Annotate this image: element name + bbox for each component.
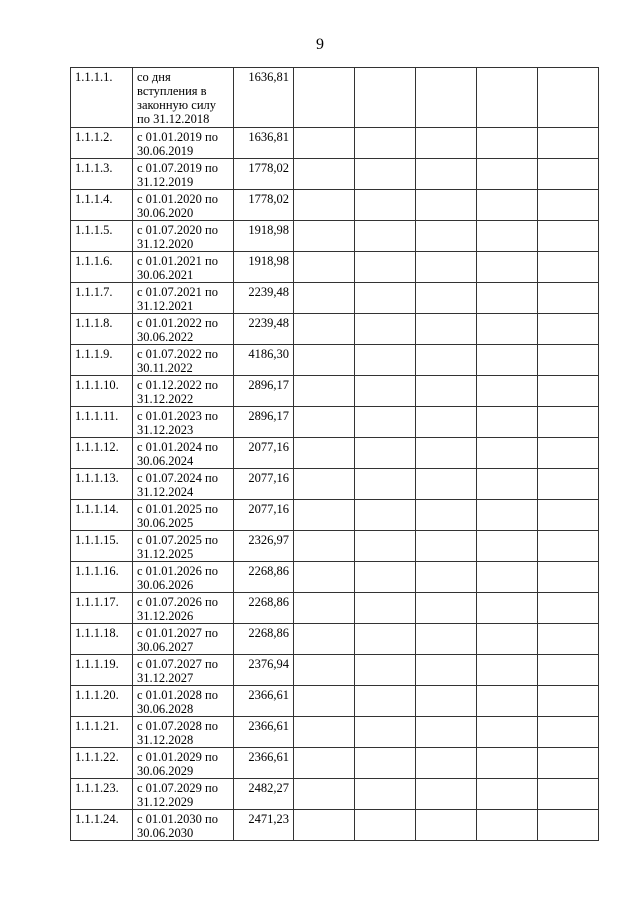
empty-cell [355,345,416,376]
empty-cell [294,779,355,810]
row-number-cell: 1.1.1.6. [71,252,133,283]
empty-cell [355,283,416,314]
empty-cell [538,128,599,159]
empty-cell [416,407,477,438]
table-row [71,314,599,345]
empty-cell [416,624,477,655]
value-cell: 1636,81 [234,68,294,128]
empty-cell [294,717,355,748]
value-cell: 2077,16 [234,500,294,531]
value-cell: 2239,48 [234,283,294,314]
empty-cell [538,407,599,438]
empty-cell [477,376,538,407]
empty-cell [355,686,416,717]
empty-cell [477,562,538,593]
empty-cell [416,686,477,717]
empty-cell [294,407,355,438]
value-cell: 2268,86 [234,562,294,593]
empty-cell [416,593,477,624]
empty-cell [538,345,599,376]
empty-cell [416,810,477,841]
row-number-cell: 1.1.1.21. [71,717,133,748]
empty-cell [538,810,599,841]
value-cell: 1918,98 [234,252,294,283]
empty-cell [477,283,538,314]
empty-cell [477,500,538,531]
table-row [71,531,599,562]
empty-cell [477,779,538,810]
empty-cell [477,438,538,469]
period-cell: с 01.01.2024 по 30.06.2024 [133,438,234,469]
value-cell: 4186,30 [234,345,294,376]
empty-cell [294,438,355,469]
empty-cell [355,407,416,438]
table-row [71,562,599,593]
empty-cell [538,221,599,252]
value-cell: 1636,81 [234,128,294,159]
page-number: 9 [316,36,324,53]
empty-cell [294,500,355,531]
empty-cell [416,190,477,221]
period-cell: с 01.01.2026 по 30.06.2026 [133,562,234,593]
empty-cell [355,593,416,624]
empty-cell [416,748,477,779]
row-number-cell: 1.1.1.15. [71,531,133,562]
empty-cell [416,159,477,190]
value-cell: 2239,48 [234,314,294,345]
table-row [71,500,599,531]
empty-cell [355,779,416,810]
empty-cell [355,221,416,252]
row-number-cell: 1.1.1.16. [71,562,133,593]
empty-cell [355,655,416,686]
empty-cell [538,283,599,314]
empty-cell [355,376,416,407]
table-row [71,686,599,717]
period-cell: с 01.12.2022 по 31.12.2022 [133,376,234,407]
row-number-cell: 1.1.1.8. [71,314,133,345]
empty-cell [416,252,477,283]
empty-cell [538,500,599,531]
table-row [71,717,599,748]
empty-cell [538,593,599,624]
empty-cell [538,779,599,810]
period-cell: с 01.01.2027 по 30.06.2027 [133,624,234,655]
empty-cell [538,717,599,748]
table-row [71,345,599,376]
empty-cell [477,593,538,624]
empty-cell [294,562,355,593]
value-cell: 2326,97 [234,531,294,562]
table-row [71,221,599,252]
row-number-cell: 1.1.1.3. [71,159,133,190]
empty-cell [538,469,599,500]
empty-cell [477,345,538,376]
value-cell: 2268,86 [234,624,294,655]
row-number-cell: 1.1.1.12. [71,438,133,469]
empty-cell [477,748,538,779]
empty-cell [477,686,538,717]
empty-cell [294,252,355,283]
empty-cell [416,438,477,469]
table-row [71,810,599,841]
empty-cell [294,283,355,314]
period-cell: с 01.01.2025 по 30.06.2025 [133,500,234,531]
empty-cell [416,314,477,345]
period-cell: с 01.07.2021 по 31.12.2021 [133,283,234,314]
value-cell: 2896,17 [234,407,294,438]
row-number-cell: 1.1.1.1. [71,68,133,128]
tariff-table [70,67,599,841]
empty-cell [355,469,416,500]
empty-cell [416,562,477,593]
empty-cell [355,314,416,345]
period-cell: с 01.01.2020 по 30.06.2020 [133,190,234,221]
empty-cell [294,221,355,252]
table-row [71,68,599,128]
period-cell: с 01.01.2021 по 30.06.2021 [133,252,234,283]
row-number-cell: 1.1.1.2. [71,128,133,159]
table-row [71,748,599,779]
period-cell: с 01.01.2030 по 30.06.2030 [133,810,234,841]
empty-cell [355,159,416,190]
value-cell: 2366,61 [234,748,294,779]
empty-cell [477,221,538,252]
empty-cell [294,469,355,500]
value-cell: 1778,02 [234,190,294,221]
empty-cell [538,159,599,190]
row-number-cell: 1.1.1.23. [71,779,133,810]
empty-cell [355,624,416,655]
table-row [71,655,599,686]
empty-cell [294,190,355,221]
empty-cell [355,500,416,531]
period-cell: с 01.07.2027 по 31.12.2027 [133,655,234,686]
row-number-cell: 1.1.1.11. [71,407,133,438]
table-row [71,128,599,159]
row-number-cell: 1.1.1.9. [71,345,133,376]
value-cell: 2077,16 [234,469,294,500]
empty-cell [477,624,538,655]
empty-cell [294,128,355,159]
table-row [71,779,599,810]
empty-cell [355,68,416,128]
row-number-cell: 1.1.1.18. [71,624,133,655]
empty-cell [294,748,355,779]
row-number-cell: 1.1.1.22. [71,748,133,779]
empty-cell [416,128,477,159]
period-cell: с 01.01.2028 по 30.06.2028 [133,686,234,717]
empty-cell [538,655,599,686]
empty-cell [538,314,599,345]
period-cell: с 01.01.2029 по 30.06.2029 [133,748,234,779]
period-cell: с 01.01.2022 по 30.06.2022 [133,314,234,345]
empty-cell [538,252,599,283]
empty-cell [416,376,477,407]
table-row [71,252,599,283]
empty-cell [538,190,599,221]
value-cell: 2077,16 [234,438,294,469]
table-row [71,593,599,624]
empty-cell [294,624,355,655]
empty-cell [294,655,355,686]
period-cell: с 01.01.2019 по 30.06.2019 [133,128,234,159]
empty-cell [477,655,538,686]
row-number-cell: 1.1.1.5. [71,221,133,252]
empty-cell [416,68,477,128]
empty-cell [355,252,416,283]
empty-cell [477,469,538,500]
empty-cell [355,128,416,159]
empty-cell [538,438,599,469]
empty-cell [416,283,477,314]
empty-cell [538,376,599,407]
period-cell: с 01.07.2024 по 31.12.2024 [133,469,234,500]
empty-cell [294,159,355,190]
period-cell: с 01.01.2023 по 31.12.2023 [133,407,234,438]
empty-cell [477,252,538,283]
empty-cell [477,810,538,841]
value-cell: 2366,61 [234,717,294,748]
empty-cell [294,345,355,376]
empty-cell [538,562,599,593]
row-number-cell: 1.1.1.4. [71,190,133,221]
period-cell: со дня вступления в законную силу по 31.12.2018 [133,68,234,128]
table-row [71,438,599,469]
empty-cell [355,190,416,221]
value-cell: 1918,98 [234,221,294,252]
value-cell: 2896,17 [234,376,294,407]
row-number-cell: 1.1.1.14. [71,500,133,531]
row-number-cell: 1.1.1.19. [71,655,133,686]
value-cell: 2268,86 [234,593,294,624]
empty-cell [294,314,355,345]
table-row [71,283,599,314]
empty-cell [355,748,416,779]
period-cell: с 01.07.2019 по 31.12.2019 [133,159,234,190]
empty-cell [477,190,538,221]
value-cell: 2482,27 [234,779,294,810]
table-row [71,407,599,438]
period-cell: с 01.07.2020 по 31.12.2020 [133,221,234,252]
table-row [71,190,599,221]
period-cell: с 01.07.2022 по 30.11.2022 [133,345,234,376]
empty-cell [416,469,477,500]
table-row [71,469,599,500]
empty-cell [294,68,355,128]
row-number-cell: 1.1.1.20. [71,686,133,717]
empty-cell [416,655,477,686]
empty-cell [477,159,538,190]
empty-cell [294,686,355,717]
row-number-cell: 1.1.1.17. [71,593,133,624]
empty-cell [477,128,538,159]
value-cell: 2366,61 [234,686,294,717]
period-cell: с 01.07.2026 по 31.12.2026 [133,593,234,624]
empty-cell [538,68,599,128]
period-cell: с 01.07.2029 по 31.12.2029 [133,779,234,810]
empty-cell [538,624,599,655]
empty-cell [355,531,416,562]
empty-cell [416,221,477,252]
empty-cell [477,407,538,438]
empty-cell [538,748,599,779]
row-number-cell: 1.1.1.10. [71,376,133,407]
table-row [71,624,599,655]
empty-cell [538,531,599,562]
table-row [71,376,599,407]
value-cell: 1778,02 [234,159,294,190]
empty-cell [355,562,416,593]
row-number-cell: 1.1.1.13. [71,469,133,500]
empty-cell [538,686,599,717]
period-cell: с 01.07.2028 по 31.12.2028 [133,717,234,748]
tariff-table-body [71,68,599,841]
empty-cell [294,531,355,562]
empty-cell [355,717,416,748]
empty-cell [294,593,355,624]
empty-cell [355,810,416,841]
row-number-cell: 1.1.1.7. [71,283,133,314]
empty-cell [294,810,355,841]
empty-cell [416,345,477,376]
value-cell: 2376,94 [234,655,294,686]
empty-cell [416,531,477,562]
value-cell: 2471,23 [234,810,294,841]
empty-cell [294,376,355,407]
table-row [71,159,599,190]
row-number-cell: 1.1.1.24. [71,810,133,841]
empty-cell [477,314,538,345]
empty-cell [416,779,477,810]
empty-cell [355,438,416,469]
empty-cell [416,717,477,748]
empty-cell [477,717,538,748]
period-cell: с 01.07.2025 по 31.12.2025 [133,531,234,562]
empty-cell [416,500,477,531]
empty-cell [477,531,538,562]
empty-cell [477,68,538,128]
